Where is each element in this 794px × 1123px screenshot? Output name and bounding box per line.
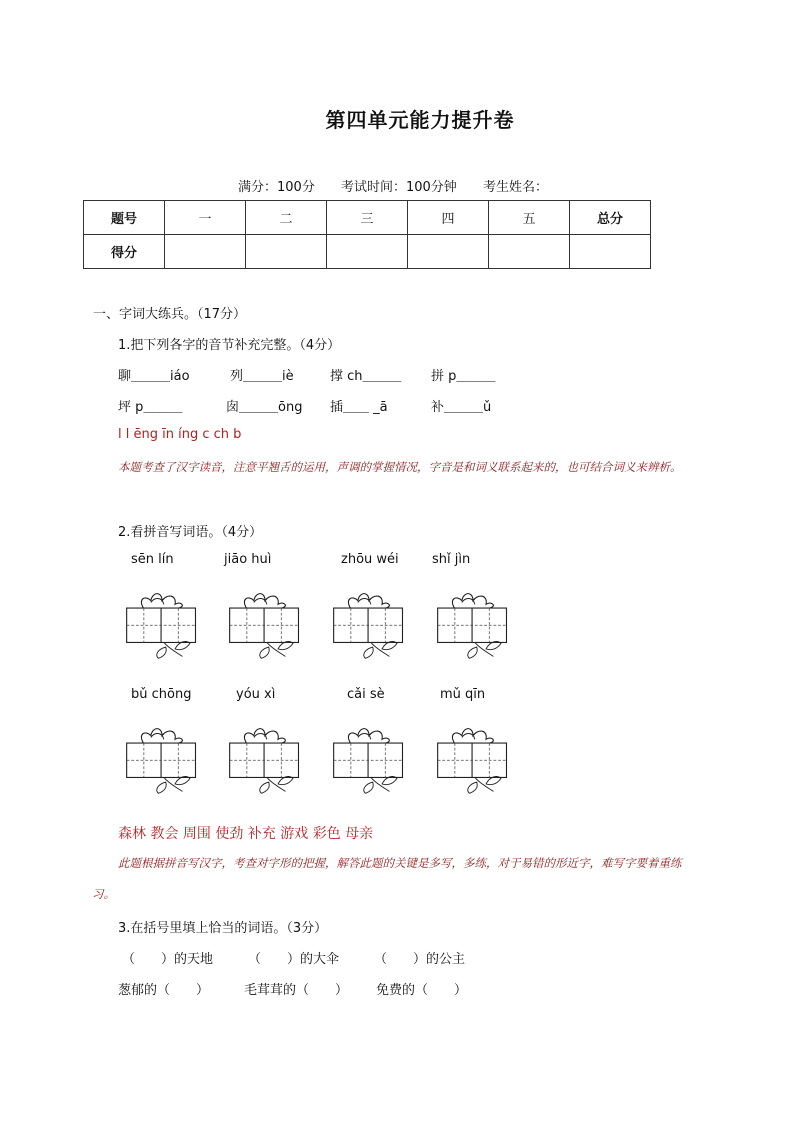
header-cell: 一 (165, 201, 246, 235)
header-cell: 总分 (570, 201, 651, 235)
q1-item: 坪 p＿＿＿ (118, 400, 183, 415)
q1-item: 撑 ch＿＿＿ (330, 369, 402, 384)
q3-item: 免费的（ ） (376, 983, 468, 998)
flower-writing-grid-icon[interactable] (325, 717, 413, 797)
q3-item: （ ）的公主 (374, 952, 466, 967)
pinyin-label: yóu xì (236, 687, 276, 702)
score-cell[interactable] (246, 235, 327, 269)
pinyin-label: zhōu wéi (341, 552, 399, 567)
q1-item: 列＿＿＿iè (230, 369, 294, 384)
page-title: 第四单元能力提升卷 (325, 108, 515, 132)
score-cell[interactable] (570, 235, 651, 269)
q1-prompt: 1.把下列各字的音节补充完整。（4分） (118, 338, 341, 353)
score-table (83, 200, 651, 269)
student-name-label: 考生姓名： (482, 180, 548, 195)
q1-item: 拼 p＿＿＿ (431, 369, 496, 384)
score-table-score-row (84, 235, 651, 269)
header-cell: 三 (327, 201, 408, 235)
exam-info (238, 176, 570, 195)
exam-time: 考试时间：100分钟 (340, 180, 457, 195)
q2-explanation: 此题根据拼音写汉字，考查对字形的把握，解答此题的关键是多写，多练，对于易错的形近字，难写字要着重练习。 (92, 856, 682, 901)
q3-item: 葱郁的（ ） (118, 983, 210, 998)
pinyin-label: bǔ chōng (131, 687, 192, 702)
row-label: 得分 (84, 235, 165, 269)
score-cell[interactable] (165, 235, 246, 269)
flower-writing-grid-icon[interactable] (118, 717, 206, 797)
header-cell: 题号 (84, 201, 165, 235)
pinyin-label: cǎi sè (347, 687, 385, 702)
q1-item: 补＿＿＿ǔ (431, 400, 492, 415)
section-heading: 一、字词大练兵。（17分） (93, 307, 247, 322)
header-cell: 二 (246, 201, 327, 235)
header-cell: 五 (489, 201, 570, 235)
q3-item: 毛茸茸的（ ） (244, 983, 349, 998)
q3-item: （ ）的天地 (122, 952, 214, 967)
pinyin-label: mǔ qīn (440, 687, 486, 702)
q1-explanation: 本题考查了汉字读音，注意平翘舌的运用，声调的掌握情况，字音是和词义联系起来的，也可结合词义来辨析。 (118, 460, 682, 474)
pinyin-label: shǐ jìn (432, 552, 471, 567)
q1-item: 聊＿＿＿iáo (118, 369, 190, 384)
flower-writing-grid-icon[interactable] (221, 582, 309, 662)
q1-item: 插＿＿ _ā (330, 400, 388, 415)
flower-writing-grid-icon[interactable] (429, 717, 517, 797)
score-cell[interactable] (408, 235, 489, 269)
q1-item: 囱＿＿＿ōng (226, 400, 303, 415)
full-score: 满分：100分 (238, 180, 315, 195)
flower-writing-grid-icon[interactable] (221, 717, 309, 797)
header-cell: 四 (408, 201, 489, 235)
score-cell[interactable] (489, 235, 570, 269)
q3-prompt: 3.在括号里填上恰当的词语。（3分） (118, 921, 328, 936)
flower-writing-grid-icon[interactable] (118, 582, 206, 662)
q2-answer: 森林 教会 周围 使劲 补充 游戏 彩色 母亲 (118, 826, 374, 842)
q1-answer: l l ēng īn íng c ch b (118, 427, 242, 442)
pinyin-label: sēn lín (131, 552, 174, 567)
score-table-header-row (84, 201, 651, 235)
flower-writing-grid-icon[interactable] (325, 582, 413, 662)
pinyin-label: jiāo huì (224, 552, 272, 567)
flower-writing-grid-icon[interactable] (429, 582, 517, 662)
q3-item: （ ）的大伞 (248, 952, 340, 967)
q2-prompt: 2.看拼音写词语。（4分） (118, 525, 263, 540)
score-cell[interactable] (327, 235, 408, 269)
